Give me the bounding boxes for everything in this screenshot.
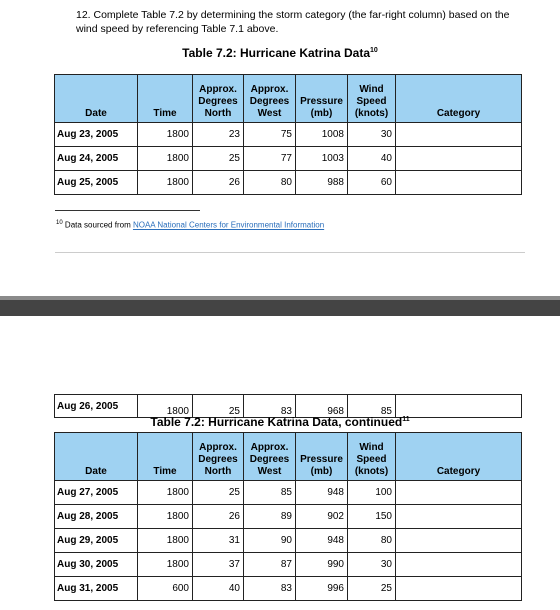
table-row <box>55 529 522 553</box>
header-category: Category <box>396 75 522 123</box>
table-row <box>55 171 522 195</box>
cell-time: 1800 <box>138 481 193 505</box>
cell-north: 26 <box>193 505 244 529</box>
cell-time: 1800 <box>138 171 193 195</box>
cell-time: 600 <box>138 577 193 601</box>
table-header-row <box>55 433 522 481</box>
cell-west: 87 <box>244 553 296 577</box>
cell-date: Aug 28, 2005 <box>55 505 138 529</box>
footnote-text: Data sourced from <box>64 220 133 230</box>
cell-time: 1800 <box>138 505 193 529</box>
cell-pressure: 990 <box>296 553 348 577</box>
cell-north: 25 <box>193 395 244 418</box>
hurricane-data-table <box>54 74 522 195</box>
header-degrees-west: Approx. Degrees West <box>244 433 296 481</box>
cell-north: 25 <box>193 147 244 171</box>
cell-time: 1800 <box>138 123 193 147</box>
table-title-continued <box>0 415 560 429</box>
cell-wind: 25 <box>348 577 396 601</box>
cell-west: 83 <box>244 577 296 601</box>
cell-date: Aug 31, 2005 <box>55 577 138 601</box>
cell-wind: 60 <box>348 171 396 195</box>
table-row <box>55 577 522 601</box>
header-degrees-north: Approx. Degrees North <box>193 75 244 123</box>
cell-wind: 80 <box>348 529 396 553</box>
cell-wind: 100 <box>348 481 396 505</box>
cell-pressure: 948 <box>296 481 348 505</box>
cell-category[interactable] <box>396 481 522 505</box>
document-page-1 <box>0 0 560 295</box>
table-row <box>55 505 522 529</box>
cell-wind: 30 <box>348 553 396 577</box>
question-text: 12. Complete Table 7.2 by determining the storm category (the far-right column) based on the wind speed by referencing Table 7.1 above. <box>76 9 510 35</box>
footnote <box>56 220 324 230</box>
cell-date: Aug 29, 2005 <box>55 529 138 553</box>
table-title-footnote-ref: 10 <box>370 47 378 54</box>
cell-north: 37 <box>193 553 244 577</box>
cell-pressure: 968 <box>296 395 348 418</box>
cell-time: 1800 <box>138 529 193 553</box>
header-wind-speed: Wind Speed (knots) <box>348 75 396 123</box>
cell-time: 1800 <box>138 147 193 171</box>
cell-wind: 30 <box>348 123 396 147</box>
cell-date: Aug 24, 2005 <box>55 147 138 171</box>
cell-pressure: 1003 <box>296 147 348 171</box>
footnote-divider <box>55 210 200 211</box>
cell-west: 83 <box>244 395 296 418</box>
cell-wind: 150 <box>348 505 396 529</box>
cell-category[interactable] <box>396 577 522 601</box>
cell-category[interactable] <box>396 123 522 147</box>
cell-north: 26 <box>193 171 244 195</box>
document-page-2 <box>0 316 560 610</box>
cell-pressure: 948 <box>296 529 348 553</box>
cell-north: 31 <box>193 529 244 553</box>
header-time: Time <box>138 75 193 123</box>
cell-north: 40 <box>193 577 244 601</box>
cell-west: 75 <box>244 123 296 147</box>
table-title-footnote-ref: 11 <box>402 416 410 423</box>
noaa-link[interactable]: NOAA National Centers for Environmental Information <box>132 220 325 230</box>
page-break-gap <box>0 296 560 316</box>
header-time: Time <box>138 433 193 481</box>
table-title-text: Table 7.2: Hurricane Katrina Data, continued <box>150 415 403 429</box>
cell-wind: 85 <box>348 395 396 418</box>
footnote-number: 10 <box>56 220 63 226</box>
cell-category[interactable] <box>396 553 522 577</box>
table-row <box>55 123 522 147</box>
header-date: Date <box>55 75 138 123</box>
cell-west: 89 <box>244 505 296 529</box>
cell-time: 1800 <box>138 553 193 577</box>
cell-north: 25 <box>193 481 244 505</box>
header-degrees-west: Approx. Degrees West <box>244 75 296 123</box>
header-degrees-north: Approx. Degrees North <box>193 433 244 481</box>
cell-pressure: 902 <box>296 505 348 529</box>
header-pressure: Pressure (mb) <box>296 75 348 123</box>
cell-date: Aug 26, 2005 <box>55 395 138 418</box>
table-row <box>55 481 522 505</box>
table-title-text: Table 7.2: Hurricane Katrina Data <box>182 46 371 60</box>
table-title <box>0 46 560 60</box>
header-category: Category <box>396 433 522 481</box>
cell-north: 23 <box>193 123 244 147</box>
cell-wind: 40 <box>348 147 396 171</box>
cell-pressure: 1008 <box>296 123 348 147</box>
table-header-row <box>55 75 522 123</box>
cell-pressure: 996 <box>296 577 348 601</box>
cell-date: Aug 30, 2005 <box>55 553 138 577</box>
cell-date: Aug 25, 2005 <box>55 171 138 195</box>
cell-category[interactable] <box>396 147 522 171</box>
cell-west: 77 <box>244 147 296 171</box>
cell-west: 90 <box>244 529 296 553</box>
cell-category[interactable] <box>396 171 522 195</box>
header-date: Date <box>55 433 138 481</box>
cell-category[interactable] <box>396 505 522 529</box>
cell-west: 80 <box>244 171 296 195</box>
header-pressure: Pressure (mb) <box>296 433 348 481</box>
hurricane-data-table-continued <box>54 432 522 601</box>
cell-west: 85 <box>244 481 296 505</box>
table-row <box>55 553 522 577</box>
cell-date: Aug 27, 2005 <box>55 481 138 505</box>
table-row <box>55 147 522 171</box>
cell-date: Aug 23, 2005 <box>55 123 138 147</box>
header-wind-speed: Wind Speed (knots) <box>348 433 396 481</box>
cell-time: 1800 <box>138 395 193 418</box>
cell-category[interactable] <box>396 529 522 553</box>
cell-pressure: 988 <box>296 171 348 195</box>
page-divider-rule <box>55 252 525 253</box>
